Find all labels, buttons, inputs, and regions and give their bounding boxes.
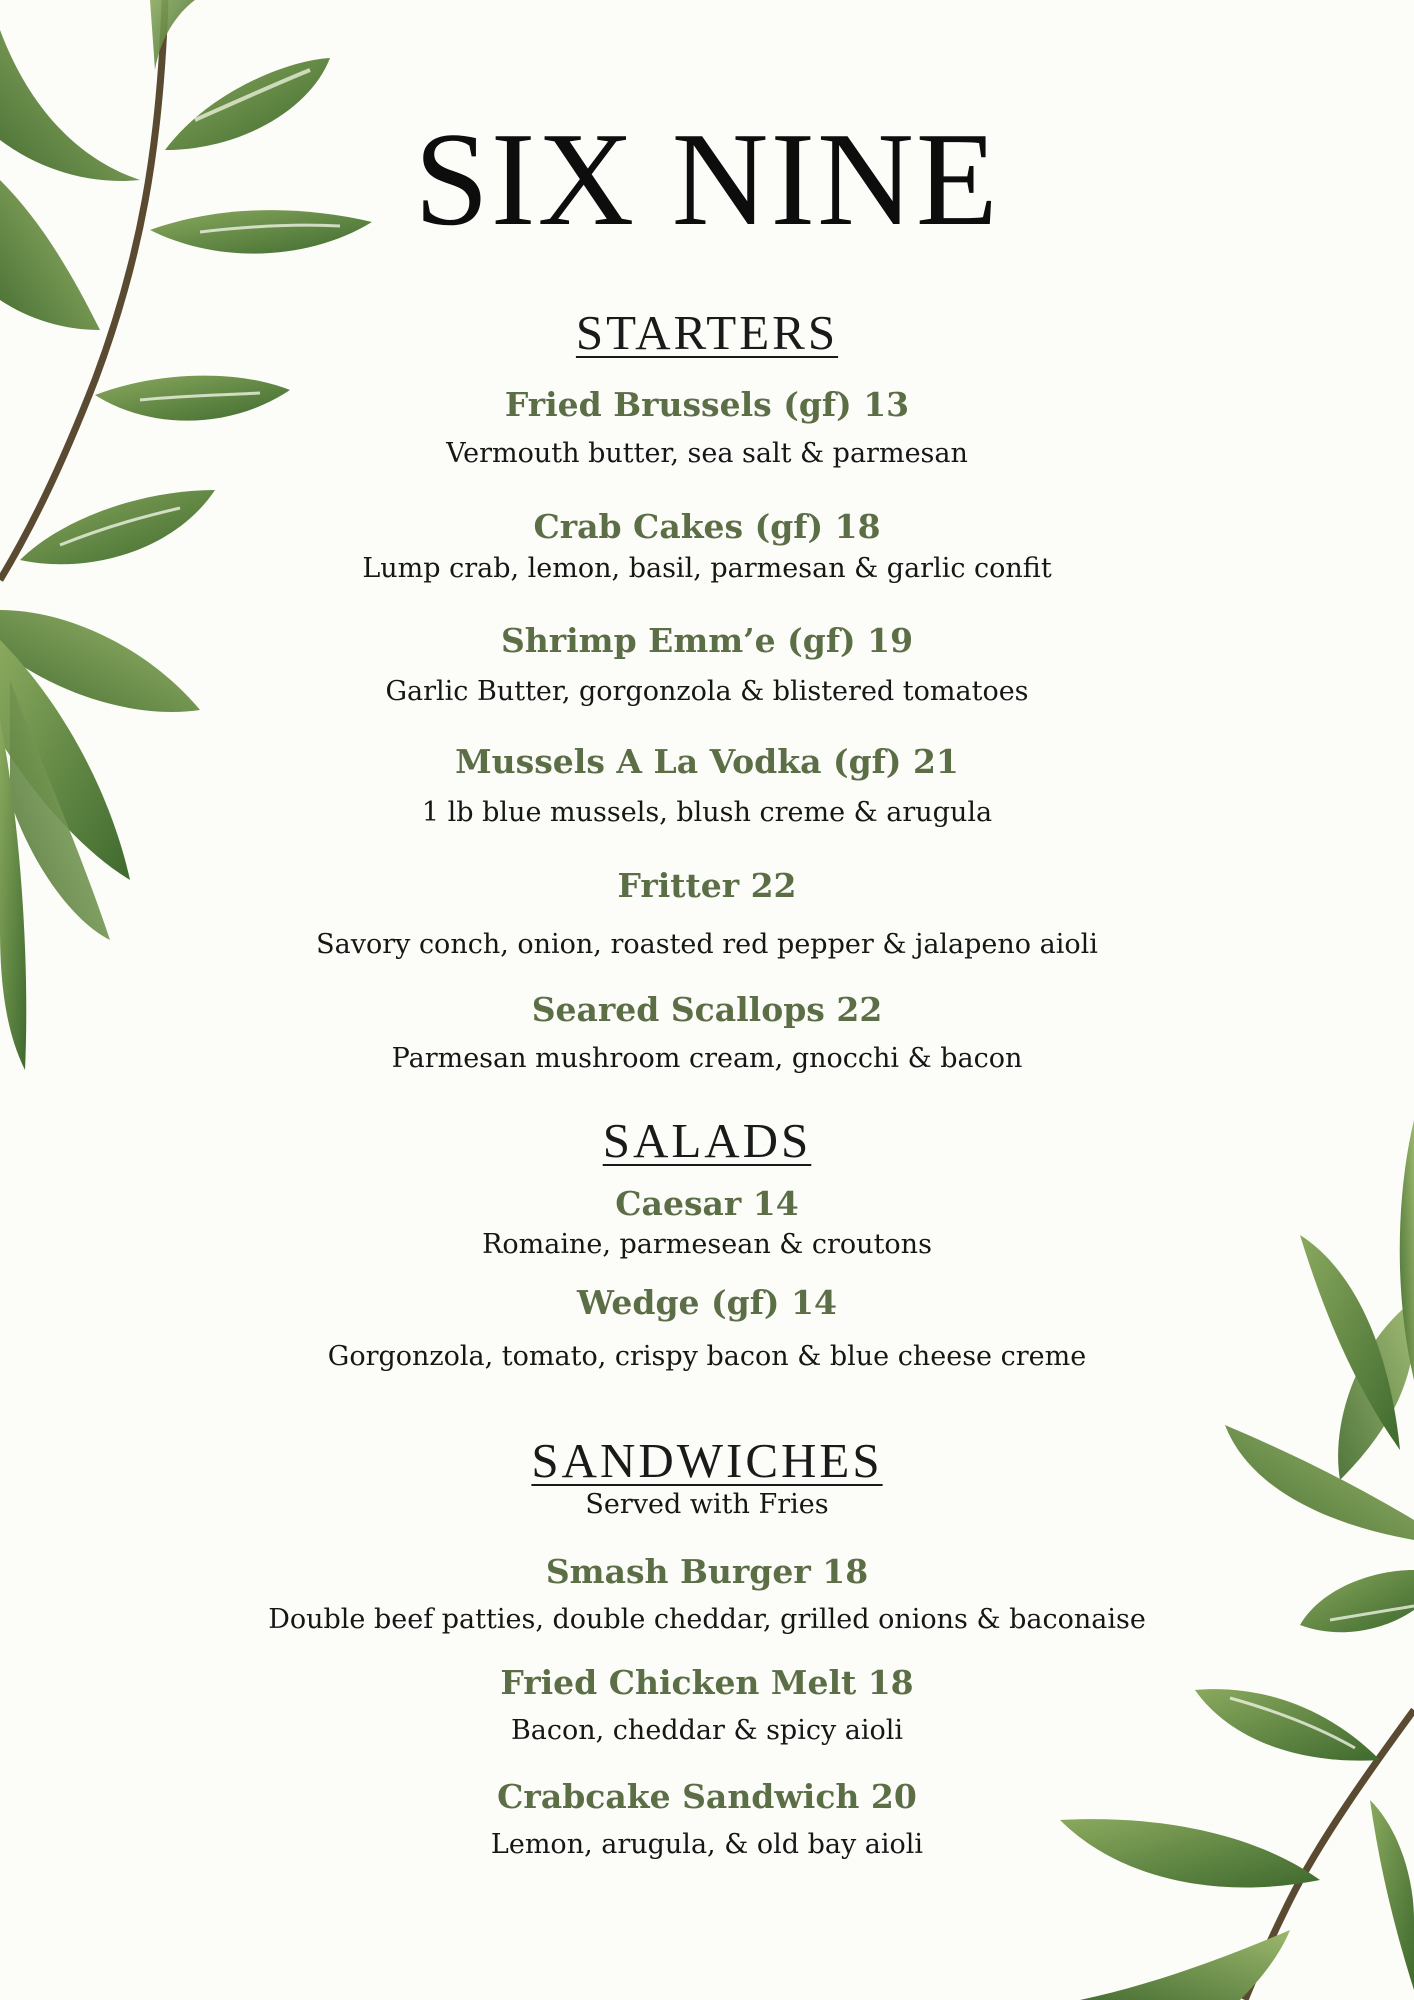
menu-item-name: Shrimp Emm’e (gf) 19 [500, 621, 914, 660]
section-heading-salads: SALADS [602, 1113, 812, 1168]
menu-item-name: Smash Burger 18 [545, 1552, 869, 1591]
menu-item-description: Parmesan mushroom cream, gnocchi & bacon [391, 1043, 1023, 1074]
menu-item-description: Bacon, cheddar & spicy aioli [510, 1715, 904, 1746]
menu-item-name: Fried Brussels (gf) 13 [504, 385, 910, 424]
menu-item-description: Lemon, arugula, & old bay aioli [490, 1829, 924, 1860]
menu-item-description: 1 lb blue mussels, blush creme & arugula [421, 797, 993, 828]
menu-item-name: Wedge (gf) 14 [577, 1283, 837, 1322]
section-subheading: Served with Fries [585, 1489, 829, 1520]
menu-item-name: Crab Cakes (gf) 18 [533, 507, 881, 546]
menu-item-description: Gorgonzola, tomato, crispy bacon & blue cheese creme [327, 1341, 1087, 1372]
menu-item-description: Vermouth butter, sea salt & parmesan [446, 438, 968, 469]
menu-item-name: Fritter 22 [617, 866, 797, 905]
menu-item-name: Mussels A La Vodka (gf) 21 [455, 742, 959, 781]
menu-item-description: Garlic Butter, gorgonzola & blistered tomatoes [385, 676, 1029, 707]
menu-item-description: Double beef patties, double cheddar, grilled onions & baconaise [268, 1604, 1146, 1635]
menu-item-name: Caesar 14 [615, 1184, 799, 1223]
menu-item-name: Crabcake Sandwich 20 [497, 1777, 917, 1816]
section-heading-sandwiches: SANDWICHES [531, 1433, 883, 1488]
menu-item-name: Fried Chicken Melt 18 [500, 1663, 914, 1702]
menu-item-description: Lump crab, lemon, basil, parmesan & garlic confit [362, 553, 1052, 584]
menu-item-description: Savory conch, onion, roasted red pepper & jalapeno aioli [316, 929, 1098, 960]
section-heading-starters: STARTERS [575, 305, 839, 360]
restaurant-name: SIX NINE [414, 105, 1000, 253]
menu-item-description: Romaine, parmesean & croutons [482, 1229, 932, 1260]
menu-item-name: Seared Scallops 22 [531, 990, 883, 1029]
